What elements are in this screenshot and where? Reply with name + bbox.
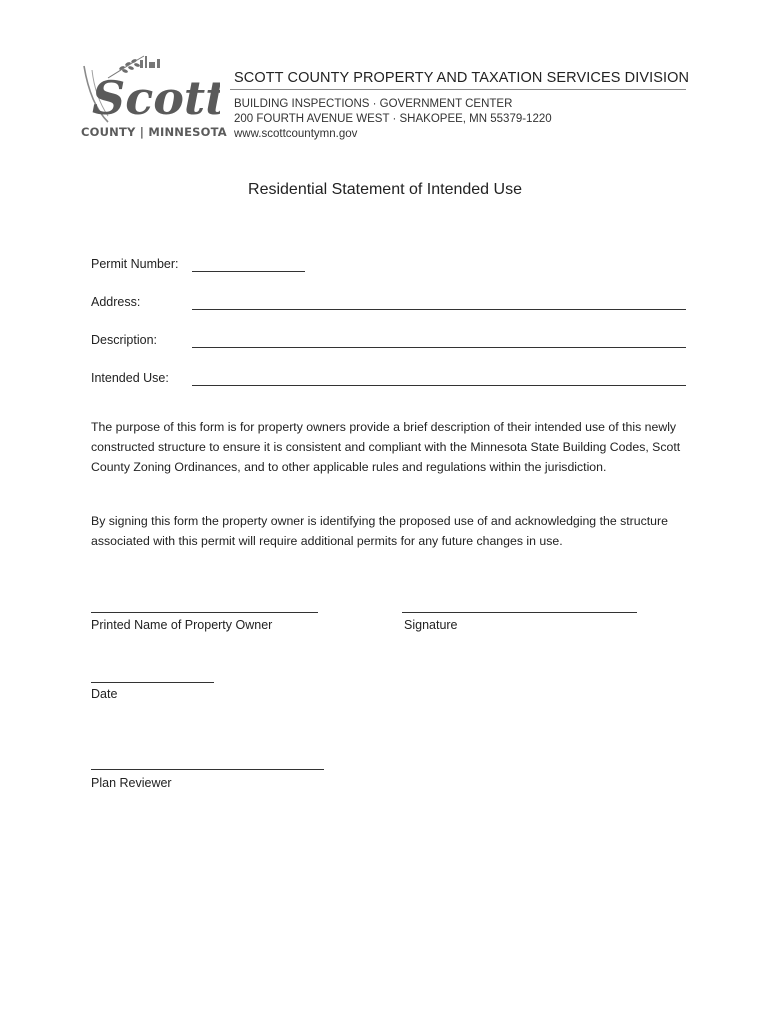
header-line-2: 200 FOURTH AVENUE WEST · SHAKOPEE, MN 55379-1220 bbox=[234, 113, 552, 125]
description-label: Description: bbox=[91, 333, 157, 347]
header-divider bbox=[230, 89, 686, 90]
website-link[interactable]: www.scottcountymn.gov bbox=[234, 128, 358, 140]
date-line[interactable] bbox=[91, 682, 214, 683]
address-label: Address: bbox=[91, 295, 141, 309]
description-field[interactable] bbox=[192, 347, 686, 348]
permit-number-field[interactable] bbox=[192, 271, 305, 272]
plan-reviewer-line[interactable] bbox=[91, 769, 324, 770]
division-title: SCOTT COUNTY PROPERTY AND TAXATION SERVICES DIVISION bbox=[234, 70, 690, 86]
printed-name-line[interactable] bbox=[91, 612, 318, 613]
page-title: Residential Statement of Intended Use bbox=[248, 181, 522, 198]
plan-reviewer-label: Plan Reviewer bbox=[91, 776, 172, 790]
signature-line[interactable] bbox=[402, 612, 637, 613]
logo-wordmark: Scott bbox=[92, 71, 220, 125]
purpose-paragraph: The purpose of this form is for property owners provide a brief description of their intended use of this newly constructed structure to ensure it is consistent and compliant with the Minnesota State Building Codes, Scott County Zoning Ordinances, and to other applicable rules and regulations within the jurisdiction. bbox=[91, 420, 681, 474]
date-label: Date bbox=[91, 687, 118, 701]
logo-county-label: COUNTY | MINNESOTA bbox=[81, 125, 227, 139]
permit-number-label: Permit Number: bbox=[91, 257, 179, 271]
acknowledgement-paragraph: By signing this form the property owner is identifying the proposed use of and acknowledging the structure associated with this permit will require additional permits for any future changes in use. bbox=[91, 514, 668, 548]
address-field[interactable] bbox=[192, 309, 686, 310]
intended-use-label: Intended Use: bbox=[91, 371, 169, 385]
signature-label: Signature bbox=[404, 618, 458, 632]
intended-use-field[interactable] bbox=[192, 385, 686, 386]
header-line-1: BUILDING INSPECTIONS · GOVERNMENT CENTER bbox=[234, 98, 513, 110]
printed-name-label: Printed Name of Property Owner bbox=[91, 618, 273, 632]
